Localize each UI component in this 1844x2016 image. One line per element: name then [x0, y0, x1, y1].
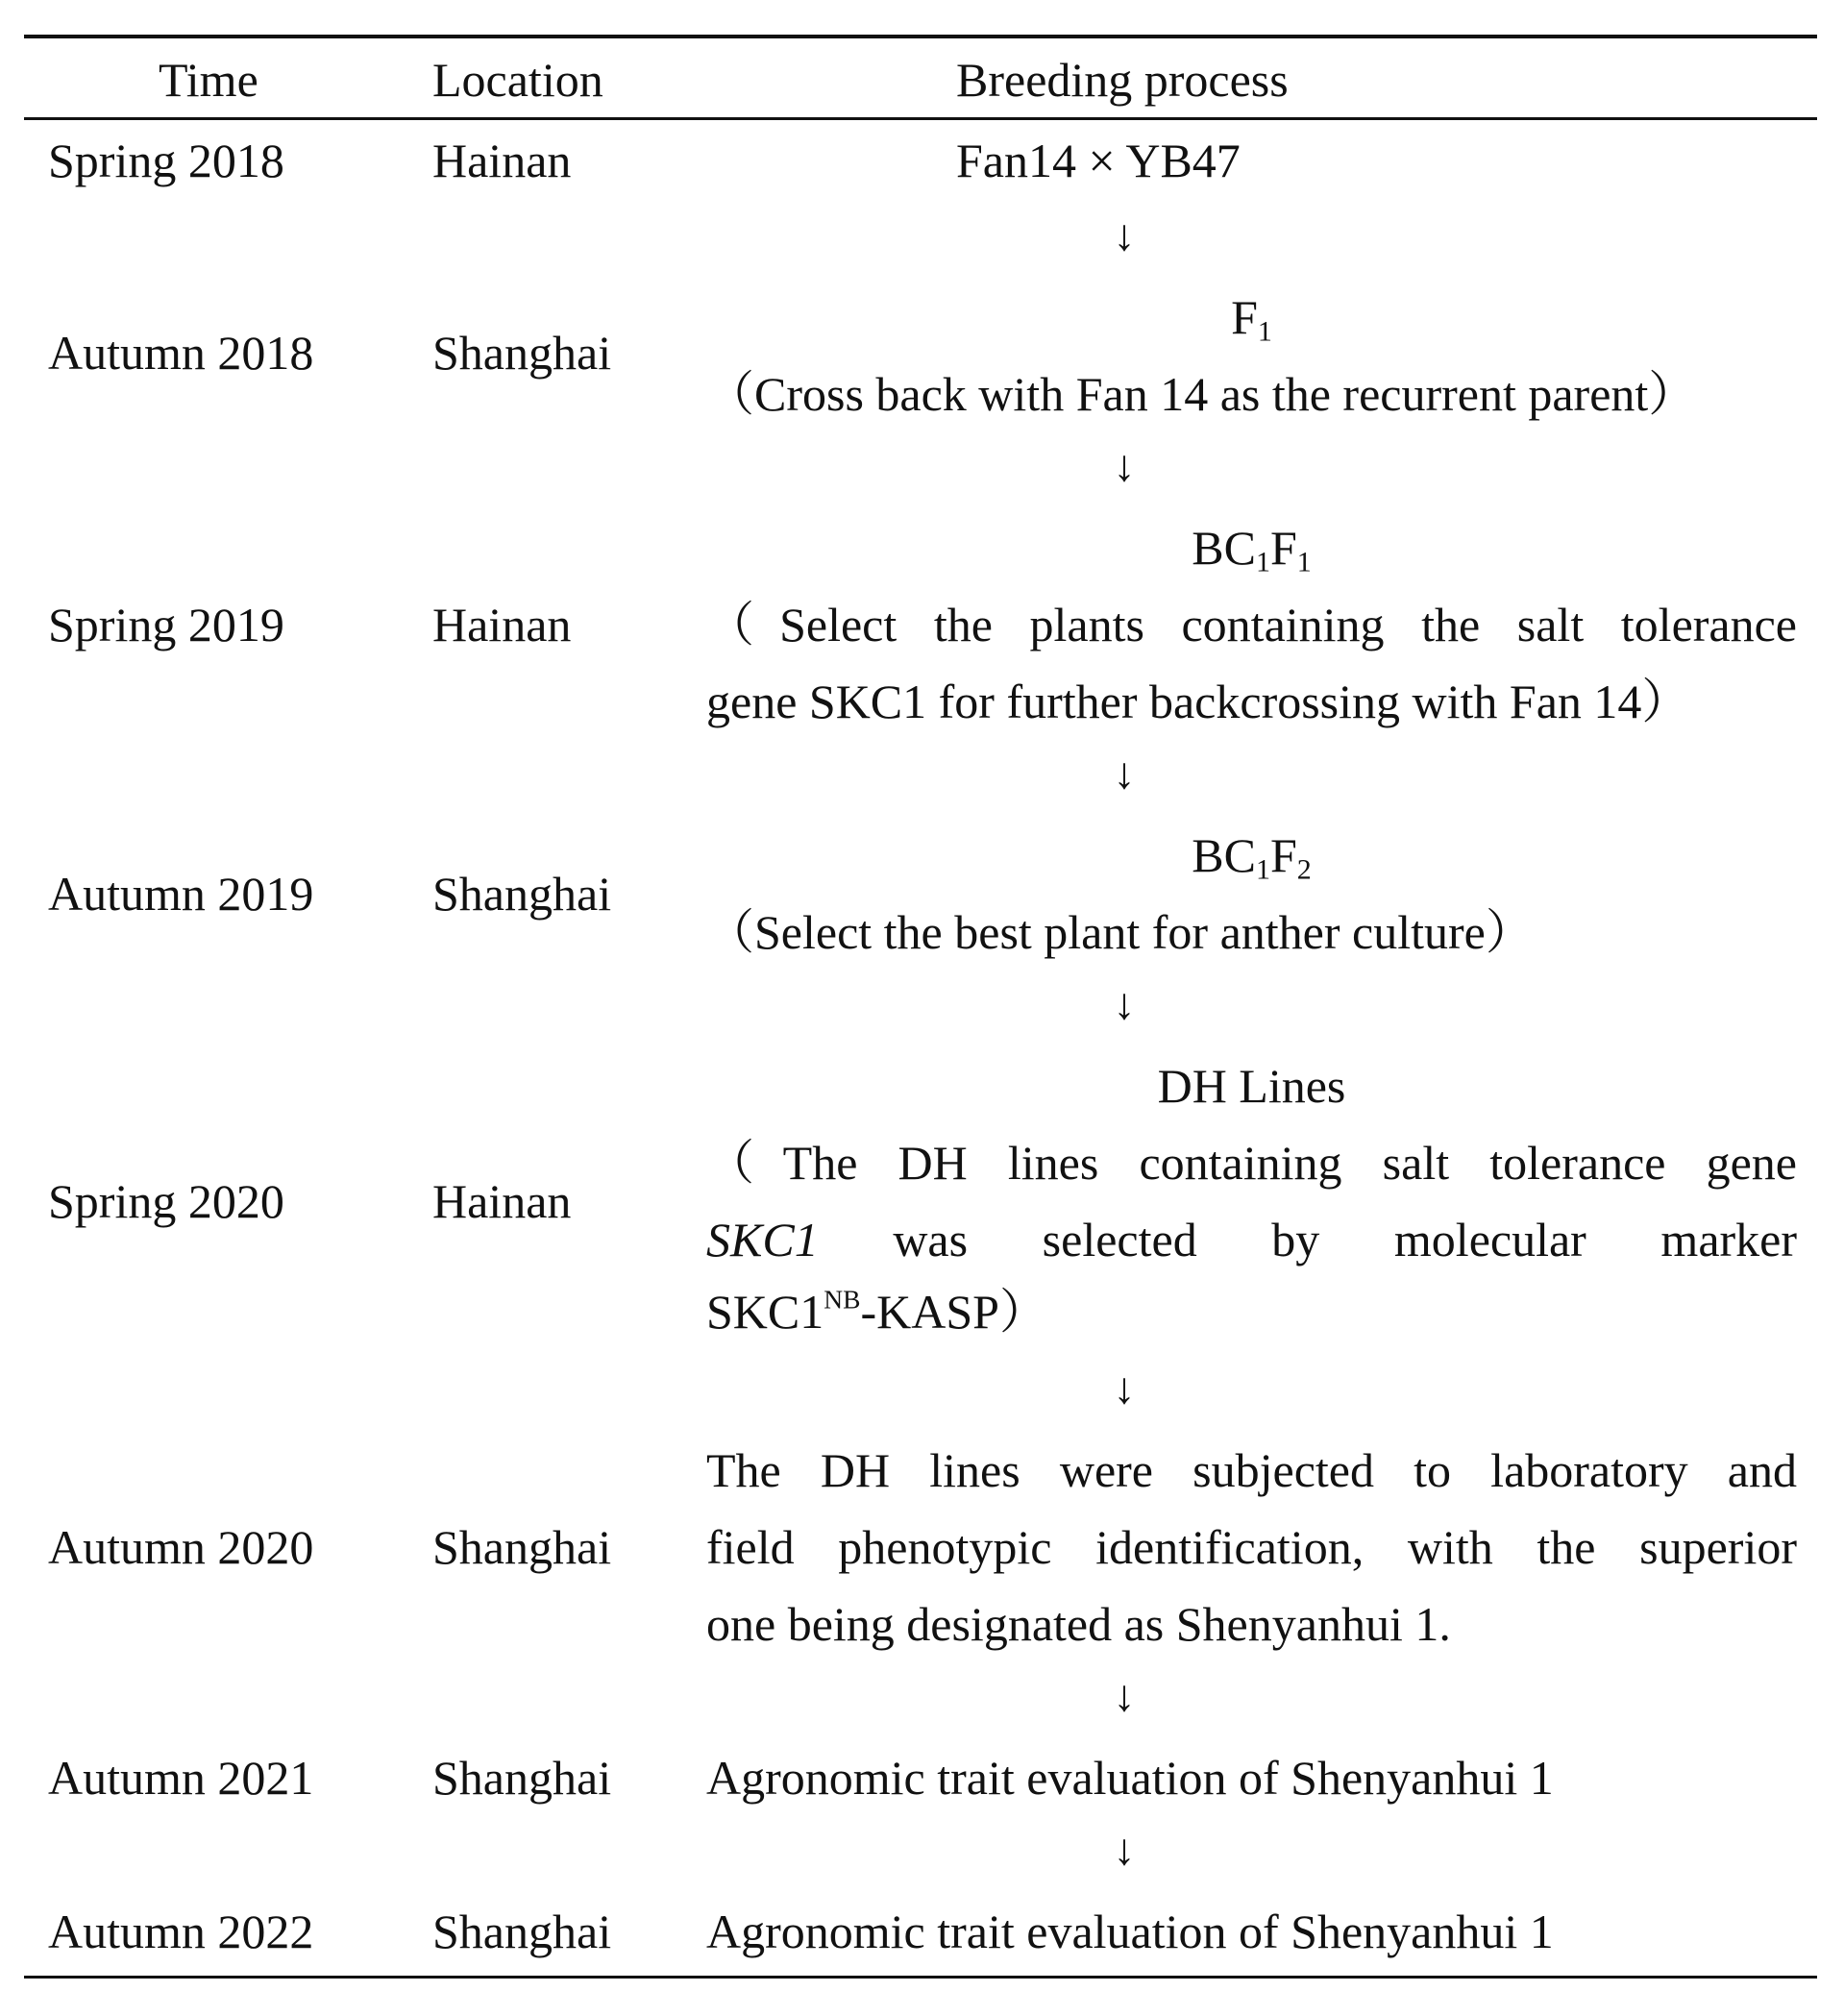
row-time: Autumn 2018: [48, 326, 314, 380]
process-text-line: The DH lines were subjected to laboratory and: [706, 1443, 1797, 1497]
row-time: Spring 2020: [48, 1174, 284, 1228]
arrow-down-icon: ↓: [1113, 210, 1136, 259]
arrow-down-icon: ↓: [1113, 1825, 1136, 1874]
cross-cell: Fan14 × YB47: [956, 134, 1241, 187]
bottom-rule: [24, 1976, 1817, 1979]
arrow-down-icon: ↓: [1113, 441, 1136, 490]
process-text-line: field phenotypic identification, with the superior: [706, 1520, 1797, 1574]
row-location: Shanghai: [432, 1520, 612, 1574]
generation-label: DH Lines: [1157, 1059, 1346, 1113]
header-process: Breeding process: [956, 53, 1289, 107]
header-rule: [24, 117, 1817, 120]
row-location: Hainan: [432, 134, 572, 187]
generation-label: $BC_1F_1$: [1192, 521, 1312, 578]
row-time: Spring 2019: [48, 598, 284, 652]
process-note-line: （The DH lines containing salt tolerance gene: [706, 1136, 1797, 1190]
process-note: （Select the best plant for anther culture）: [706, 905, 1534, 959]
process-text-line: one being designated as Shenyanhui 1.: [706, 1597, 1451, 1651]
row-location: Shanghai: [432, 326, 612, 380]
row-location: Hainan: [432, 598, 572, 652]
process-note-line: $SKC1^{NB}-KASP$）: [706, 1284, 1047, 1339]
top-rule: [24, 35, 1817, 38]
row-time: Autumn 2022: [48, 1905, 314, 1958]
arrow-down-icon: ↓: [1113, 1364, 1136, 1413]
arrow-down-icon: ↓: [1113, 1671, 1136, 1720]
row-location: Shanghai: [432, 1905, 612, 1958]
header-location: Location: [432, 53, 603, 107]
process-text: Agronomic trait evaluation of Shenyanhui 1: [706, 1905, 1554, 1958]
row-time: Spring 2018: [48, 134, 284, 187]
row-location: Hainan: [432, 1174, 572, 1228]
header-time: Time: [159, 53, 258, 107]
process-note-line: （Select the plants containing the salt tolerance: [706, 598, 1797, 652]
process-note: （Cross back with Fan 14 as the recurrent parent）: [706, 367, 1697, 421]
process-note-line: SKC1 was selected by molecular marker: [706, 1213, 1797, 1266]
row-time: Autumn 2019: [48, 867, 314, 921]
process-text: Agronomic trait evaluation of Shenyanhui 1: [706, 1751, 1554, 1805]
process-note-line: gene SKC1 for further backcrossing with Fan 14）: [706, 675, 1690, 728]
row-time: Autumn 2021: [48, 1751, 314, 1805]
arrow-down-icon: ↓: [1113, 979, 1136, 1028]
arrow-down-icon: ↓: [1113, 749, 1136, 798]
row-time: Autumn 2020: [48, 1520, 314, 1574]
generation-label: $F_1$: [1231, 290, 1272, 348]
generation-label: $BC_1F_2$: [1192, 828, 1312, 886]
row-location: Shanghai: [432, 867, 612, 921]
row-location: Shanghai: [432, 1751, 612, 1805]
